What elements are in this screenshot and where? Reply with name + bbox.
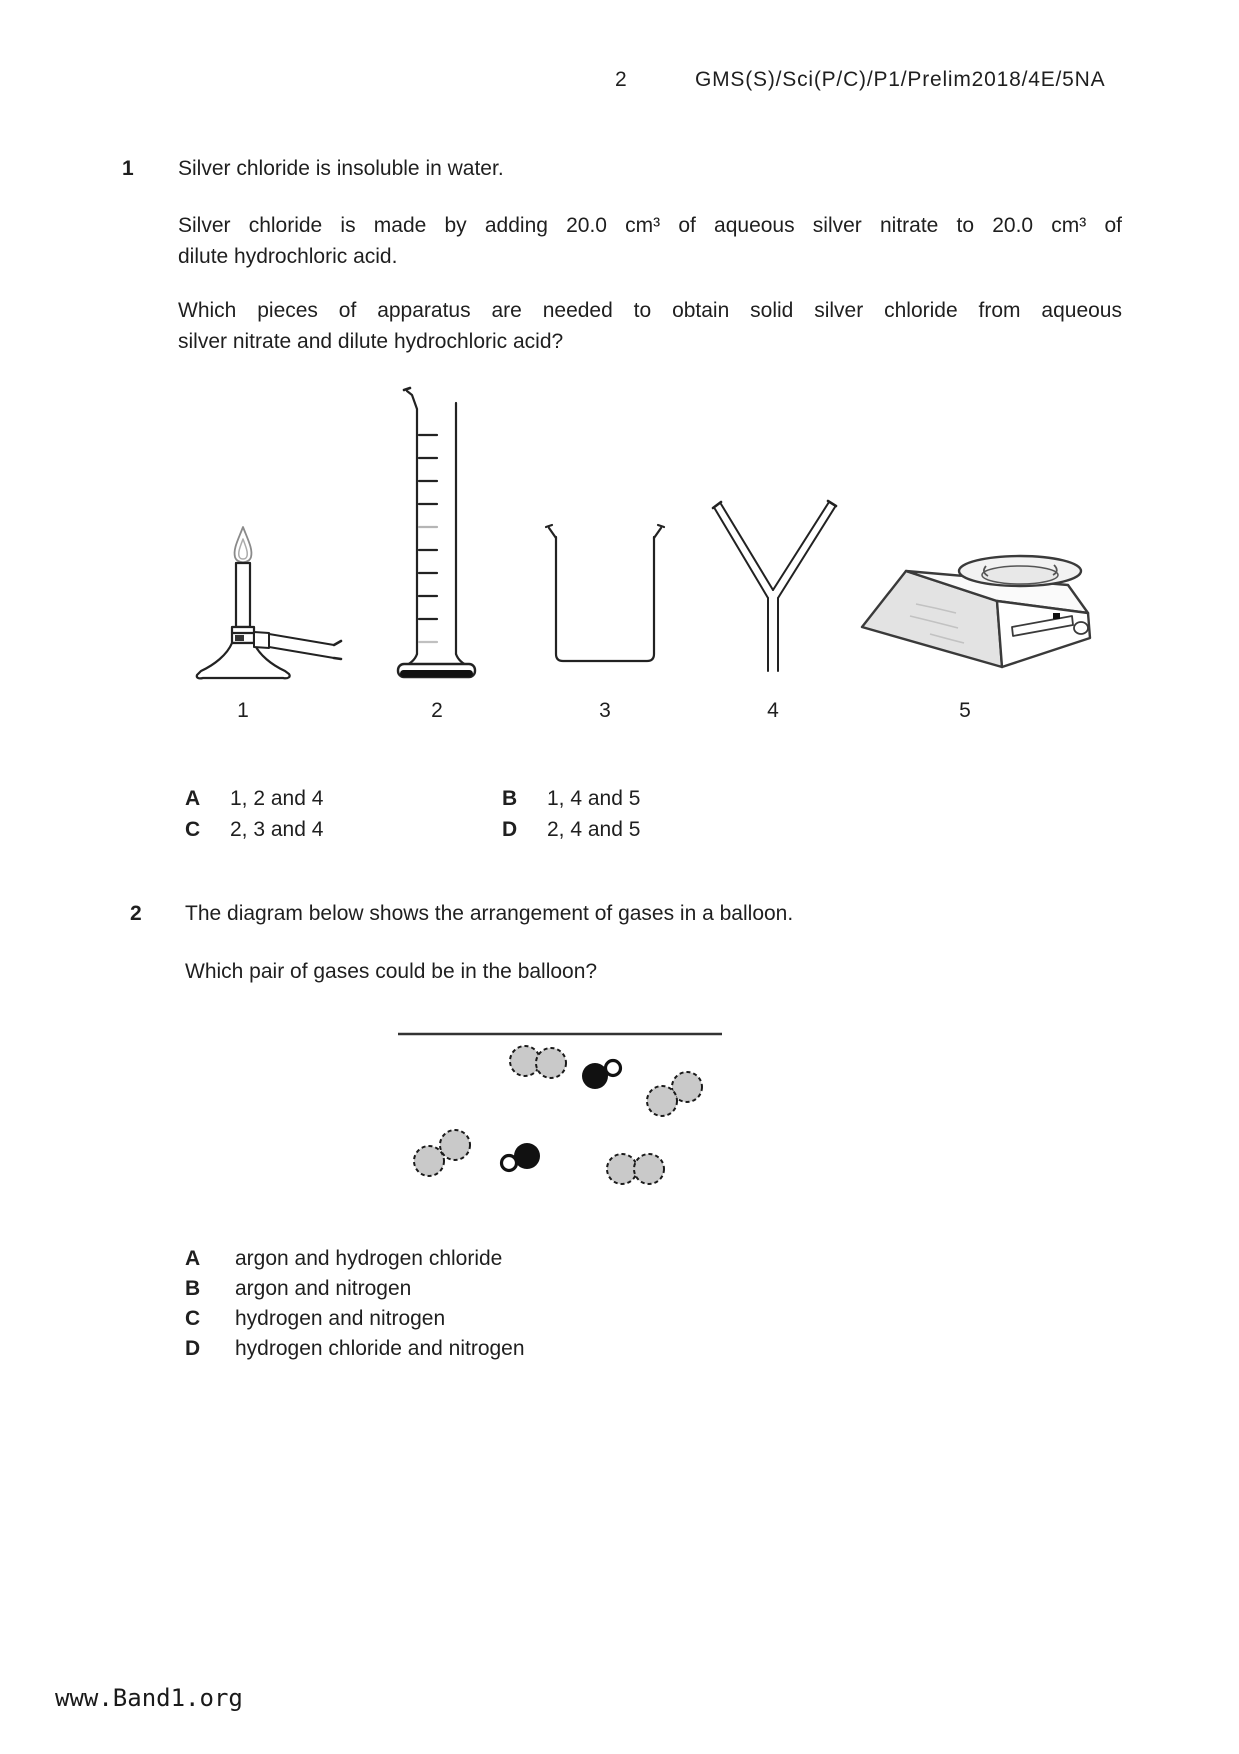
q1-para2-line-1: Silver chloride is made by adding 20.0 cm³ of aqueous silver nitrate to 20.0 cm³ of	[178, 214, 1122, 237]
doc-code: GMS(S)/Sci(P/C)/P1/Prelim2018/4E/5NA	[695, 68, 1106, 91]
q1-option-b-letter: B	[502, 787, 518, 810]
q1-number: 1	[122, 157, 134, 180]
apparatus-label-5: 5	[959, 699, 971, 722]
q2-option-d-text: hydrogen chloride and nitrogen	[235, 1337, 525, 1360]
q2-option-c-text: hydrogen and nitrogen	[235, 1307, 446, 1330]
apparatus-label-2: 2	[431, 699, 443, 722]
q1-option-c-letter: C	[185, 818, 201, 841]
q2-stem-line-2: Which pair of gases could be in the balloon?	[185, 960, 598, 983]
q1-option-d-letter: D	[502, 818, 518, 841]
q2-number: 2	[130, 902, 142, 925]
bunsen-burner-icon	[197, 527, 341, 678]
q1-option-b-text: 1, 4 and 5	[547, 787, 641, 810]
q1-para3-line-2: silver nitrate and dilute hydrochloric acid?	[178, 330, 564, 353]
apparatus-label-3: 3	[599, 699, 611, 722]
q2-option-a-text: argon and hydrogen chloride	[235, 1247, 503, 1270]
q1-option-c-text: 2, 3 and 4	[230, 818, 324, 841]
page-number: 2	[615, 68, 627, 91]
q1-option-a-letter: A	[185, 787, 201, 810]
q2-option-b-letter: B	[185, 1277, 201, 1300]
watermark-url: www.Band1.org	[55, 1684, 243, 1712]
apparatus-label-4: 4	[767, 699, 779, 722]
electronic-balance-icon	[862, 556, 1090, 667]
filter-funnel-icon	[713, 501, 836, 671]
q2-option-c-letter: C	[185, 1307, 201, 1330]
balloon-gas-diagram	[380, 1015, 750, 1195]
apparatus-label-1: 1	[237, 699, 249, 722]
black-white-molecule	[502, 1061, 621, 1171]
apparatus-figure	[150, 355, 1110, 695]
measuring-cylinder-icon	[398, 388, 475, 677]
q1-option-a-text: 1, 2 and 4	[230, 787, 324, 810]
q1-option-d-text: 2, 4 and 5	[547, 818, 641, 841]
q2-stem-line-1: The diagram below shows the arrangement of gases in a balloon.	[185, 902, 794, 925]
q1-stem-line-1: Silver chloride is insoluble in water.	[178, 157, 504, 180]
q1-para3-line-1: Which pieces of apparatus are needed to obtain solid silver chloride from aqueous	[178, 299, 1122, 322]
q2-option-a-letter: A	[185, 1247, 201, 1270]
gray-diatomic-molecule	[414, 1046, 702, 1184]
beaker-icon	[546, 525, 664, 661]
q2-option-d-letter: D	[185, 1337, 201, 1360]
q1-para2-line-2: dilute hydrochloric acid.	[178, 245, 398, 268]
q2-option-b-text: argon and nitrogen	[235, 1277, 412, 1300]
